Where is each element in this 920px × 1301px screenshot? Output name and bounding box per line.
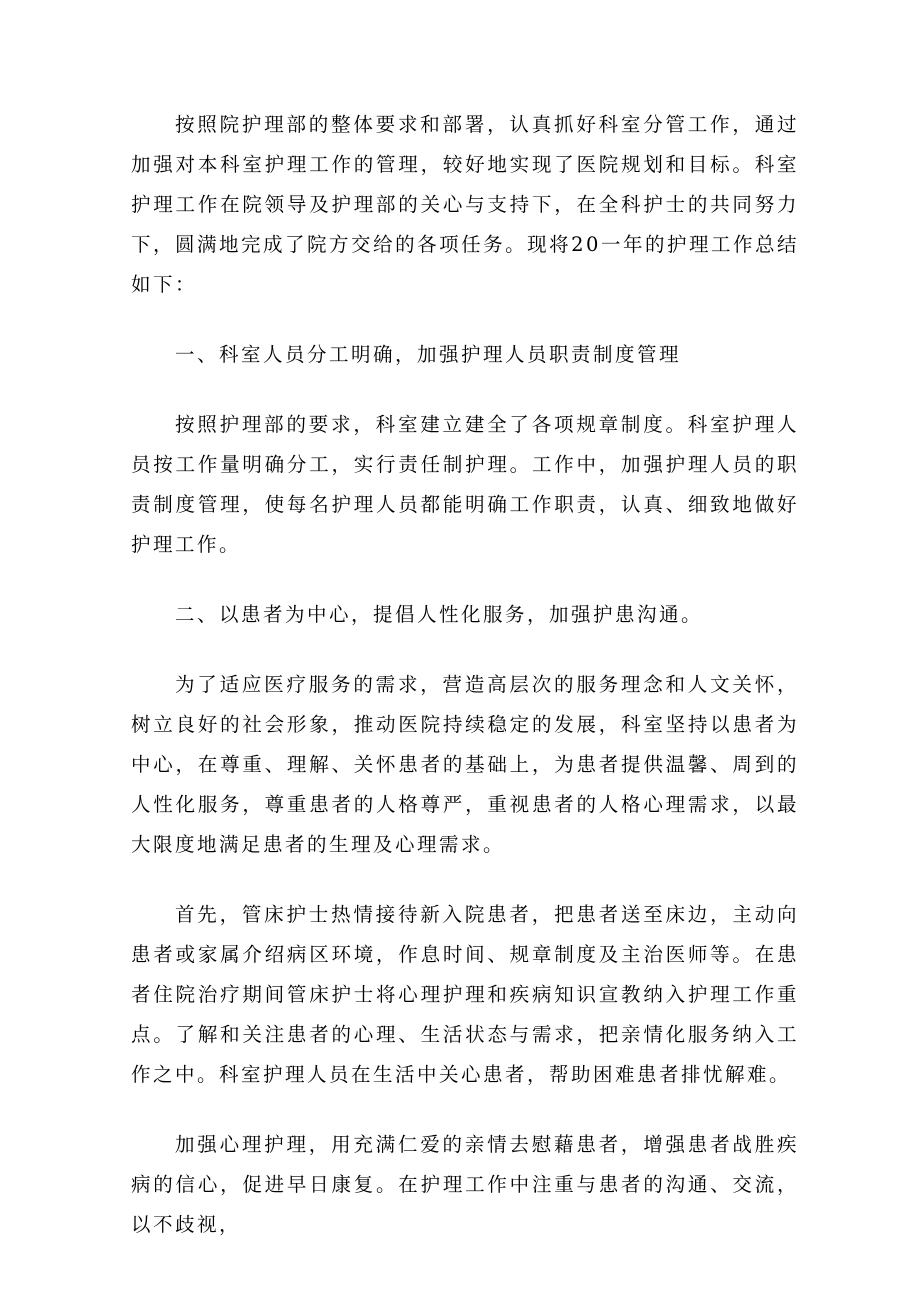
section-2-paragraph-1: 为了适应医疗服务的需求，营造高层次的服务理念和人文关怀，树立良好的社会形象，推动医院持续稳定的发展，科室坚持以患者为中心，在尊重、理解、关怀患者的基础上，为患者提供温馨、周到的人性化服务，尊重患者的人格尊严，重视患者的人格心理需求，以最大限度地满足患者的生理及心理需求。 (131, 673, 799, 856)
section-2-paragraph-2: 首先，管床护士热情接待新入院患者，把患者送至床边，主动向患者或家属介绍病区环境，作息时间、规章制度及主治医师等。在患者住院治疗期间管床护士将心理护理和疾病知识宣教纳入护理工作重点。了解和关注患者的心理、生活状态与需求，把亲情化服务纳入工作之中。科室护理人员在生活中关心患者，帮助困难患者排忧解难。 (131, 903, 799, 1086)
section-heading-2: 二、以患者为中心，提倡人性化服务，加强护患沟通。 (175, 603, 704, 626)
section-1-paragraph: 按照护理部的要求，科室建立建全了各项规章制度。科室护理人员按工作量明确分工，实行责任制护理。工作中，加强护理人员的职责制度管理，使每名护理人员都能明确工作职责，认真、细致地做好护理工作。 (131, 413, 799, 556)
section-2-paragraph-3: 加强心理护理，用充满仁爱的亲情去慰藉患者，增强患者战胜疾病的信心，促进早日康复。在护理工作中注重与患者的沟通、交流，以不歧视， (131, 1133, 799, 1236)
intro-paragraph: 按照院护理部的整体要求和部署，认真抓好科室分管工作，通过加强对本科室护理工作的管理，较好地实现了医院规划和目标。科室护理工作在院领导及护理部的关心与支持下，在全科护士的共同努力下，圆满地完成了院方交给的各项任务。现将20一年的护理工作总结如下： (131, 113, 799, 296)
document-body (131, 105, 799, 1275)
section-heading-1: 一、科室人员分工明确，加强护理人员职责制度管理 (175, 343, 682, 366)
